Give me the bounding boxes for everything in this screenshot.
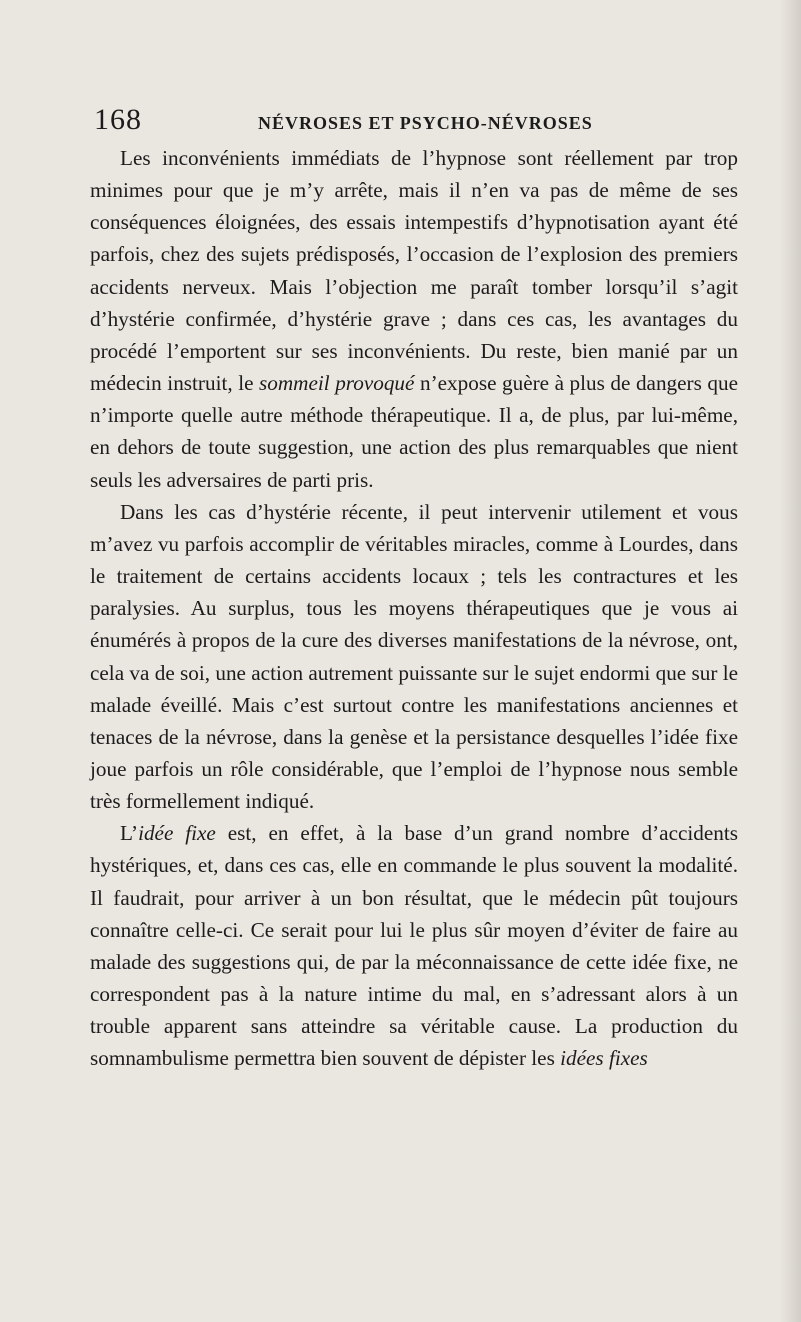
text-segment: L’ xyxy=(120,821,139,846)
body-text xyxy=(90,142,738,1075)
paragraph xyxy=(90,496,738,818)
page-number: 168 xyxy=(94,103,142,136)
paragraph xyxy=(90,817,738,1074)
page-edge-shadow xyxy=(779,0,801,1322)
italic-term: idée fixe xyxy=(138,821,216,846)
page-header xyxy=(94,103,724,143)
italic-term: idées fixes xyxy=(560,1046,648,1071)
text-segment: est, en effet, à la base d’un grand nombre d’accidents hystériques, et, dans ces cas, elle en commande le plus souvent la modalité. Il faudrait, pour arriver à un bon résultat, que le médecin pût toujours connaître celle-ci. Ce serait pour lui le plus sûr moyen d’éviter de faire au malade des suggestions qui, de par la méconnaissance de cette idée fixe, ne correspondent pas à la nature intime du mal, en s’adressant alors à un trouble apparent sans atteindre sa véritable cause. La production du somnambulisme permettra bien souvent de dépister les xyxy=(90,821,738,1071)
running-title: NÉVROSES ET PSYCHO-NÉVROSES xyxy=(258,113,593,133)
text-segment: n’expose guère à plus de dangers que n’importe quelle autre méthode thérapeutique. Il a, de plus, par lui-même, en dehors de toute suggestion, une action des plus remarquables que nient seuls les adversaires de parti pris. xyxy=(90,371,738,492)
text-segment: Les inconvénients immédiats de l’hypnose sont réellement par trop minimes pour que je m’y arrête, mais il n’en va pas de même de ses conséquences éloignées, des essais intempestifs d’hypnotisation ayant été parfois, chez des sujets prédisposés, l’occasion de l’explosion des premiers accidents nerveux. Mais l’objection me paraît tomber lorsqu’il s’agit d’hystérie confirmée, d’hystérie grave ; dans ces cas, les avantages du procédé l’emportent sur ses inconvénients. Du reste, bien manié par un médecin instruit, le xyxy=(90,146,738,396)
text-segment: Dans les cas d’hystérie récente, il peut intervenir utilement et vous m’avez vu parfois accomplir de véritables miracles, comme à Lourdes, dans le traitement de certains accidents locaux ; tels les contractures et les paralysies. Au surplus, tous les moyens thérapeutiques que je vous ai énumérés à propos de la cure des diverses manifestations de la névrose, ont, cela va de soi, une action autrement puissante sur le sujet endormi que sur le malade éveillé. Mais c’est surtout contre les manifestations anciennes et tenaces de la névrose, dans la genèse et la persistance desquelles l’idée fixe joue parfois un rôle considérable, que l’emploi de l’hypnose nous semble très formellement indiqué. xyxy=(90,499,738,814)
paragraph xyxy=(90,142,738,496)
italic-term: sommeil provoqué xyxy=(259,371,415,396)
